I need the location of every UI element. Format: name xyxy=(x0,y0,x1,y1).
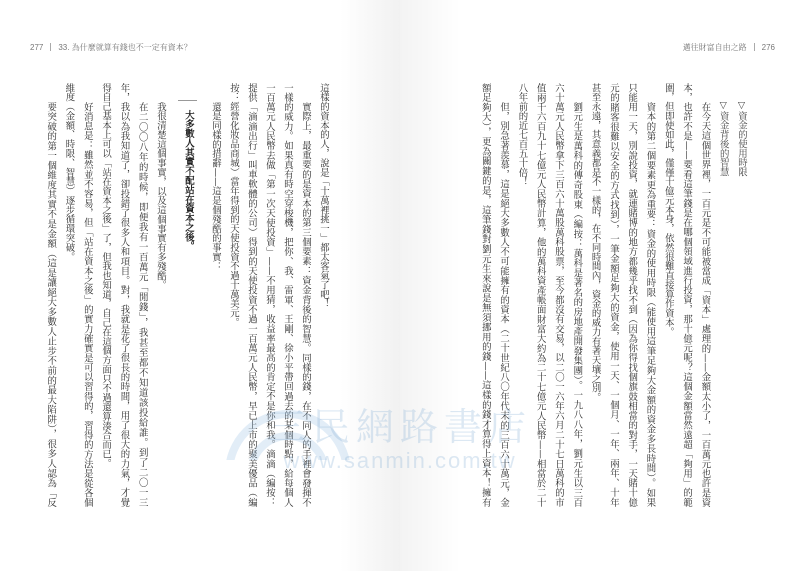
text-column: 在今天這個世界裡，一百元是不可能被當成「資本」處理的——金額太小了，一百萬元也許是資 xyxy=(699,101,711,507)
book-title: 邁往財富自由之路 xyxy=(682,43,747,52)
text-column: 實際上，最重要的是資本的第三個要素：資金背後的智慧。同樣的錢，在不同人的手裡會發揮不 xyxy=(300,101,311,507)
text-column: 要突破的第一個維度其實不是金額（這是讓絕大多數人止步不前的最大陷阱），很多人認為「反 xyxy=(45,101,57,507)
text-column: 好消息是：雖然並不容易，但「站在資本之後」的實力確實是可以習得的，習得的方法是從各個 xyxy=(81,101,93,507)
text-column: 在二〇〇八年的時候，即便我有一百萬元「閒錢」，我甚至都不知道該投給誰。到了二〇一三 xyxy=(136,101,148,507)
header-separator xyxy=(50,43,51,51)
text-column: 年，我以為我知道了，卻投錯了很多人和項目。對，我就是花了很長的時間，用了很大的力氣，才覺 xyxy=(118,83,130,507)
text-column: 劉元生是萬科的傳奇股東（編按：萬科是著名的房地產開發集團）。一九八八年，劉元生以三百 xyxy=(571,101,583,507)
text-column: 按：經營化妝品商城）當年得到的天使投資不過十萬美元。 xyxy=(228,83,239,328)
highlight-rule xyxy=(178,100,197,101)
right-page xyxy=(400,0,800,571)
chapter-title: 33. 為什麼就算有錢也不一定有資本？ xyxy=(58,43,192,52)
text-column: 元的賭客很難以安全的方式找到），一筆金額足夠大的資金，使用一天、一個月、一年、兩年、十年 xyxy=(607,83,619,507)
watermark-name: 三民網路書店 xyxy=(267,405,532,449)
text-column: 額足夠大），更為關鍵的是，這筆錢對劉元生來說是無須挪用的錢——這樣的錢才算得上資本！擁有 xyxy=(479,83,491,507)
text-column: 只能用一天，別說投資，就連賭博的地方都幾乎找不到（因為你得找個旗鼓相當的對手，一天賭十億 xyxy=(626,83,638,507)
list-item: ▽資金的使用時限 xyxy=(736,99,747,177)
text-column: 我很清楚這個事實，以及這個事實有多殘酷。 xyxy=(155,101,166,290)
text-column: 得自己基本上可以「站在資本之後」了，但我也知道，自己在這個方面只不過還算湊合而已。 xyxy=(100,83,112,468)
text-column: 一樣的威力。如果真有時空穿梭機，把你、我、雷軍、王剛、徐小平帶回過去的某個時點，給每個人 xyxy=(282,83,293,507)
watermark-url: www.sanmin.com.tw xyxy=(283,448,517,473)
text-column: 但，別急著羨慕，這是絕大多數人不可能擁有的資本（二十世紀八〇年代末的三百六十萬元，金 xyxy=(498,101,510,507)
list-item: ▽資金背後的智慧 xyxy=(717,99,729,177)
text-column: 提供「滴滴出行」叫車軟體的公司）得到的天使投資不過一百萬元人民幣，早已上市的聚美優品（編 xyxy=(246,83,257,507)
text-column: 資本的第二個要素更為重要：資金的使用時限（能使用這筆足夠大金額的資金多長時間）。如果 xyxy=(644,101,656,507)
header-separator xyxy=(754,43,755,51)
left-running-head xyxy=(30,42,192,53)
text-column: 一百萬元人民幣去做「第一次天使投資」——不用猜，收益率最高的肯定不是你和我。滴滴（編按： xyxy=(264,83,275,507)
highlight-quote: 大多數人其實不配站在資本之後。 xyxy=(183,110,194,251)
text-column: 這樣的資本的人，說是「十萬裡挑一」都太客氣了吧！ xyxy=(318,83,329,309)
right-page-number: 276 xyxy=(761,43,775,52)
left-page-number: 277 xyxy=(30,43,44,52)
text-column: 八年前的近七百五十倍！ xyxy=(516,83,528,187)
text-column: 本，也許不是——要看這筆錢是在哪個領域進行投資，那十億元呢？這個金額當然遠超「夠用」的範 xyxy=(681,83,693,507)
text-column: 甚至永遠，其意義都是不一樣的，在不同時間內，資金的威力有著天壤之別。 xyxy=(589,83,601,403)
text-column: 值兩千六百九十七億元人民幣計算，他的萬科資產帳面財富大約為二十七億元人民幣——相當於二十 xyxy=(534,83,546,507)
text-column: 圍，但即使如此，僅僅十億元本身，依然很難直接算作資本。 xyxy=(662,83,674,337)
text-column: 還是同樣的措辭——這是個殘酷的事實： xyxy=(210,101,221,271)
text-column: 維度（金額、時限、智慧）逐步循環突破。 xyxy=(63,83,75,262)
right-running-head xyxy=(683,42,775,53)
text-column: 六十萬元人民幣拿下三百六十萬股萬科股票，至今都沒有交易，以二〇一六年六月二十七日萬科的市 xyxy=(553,83,564,507)
